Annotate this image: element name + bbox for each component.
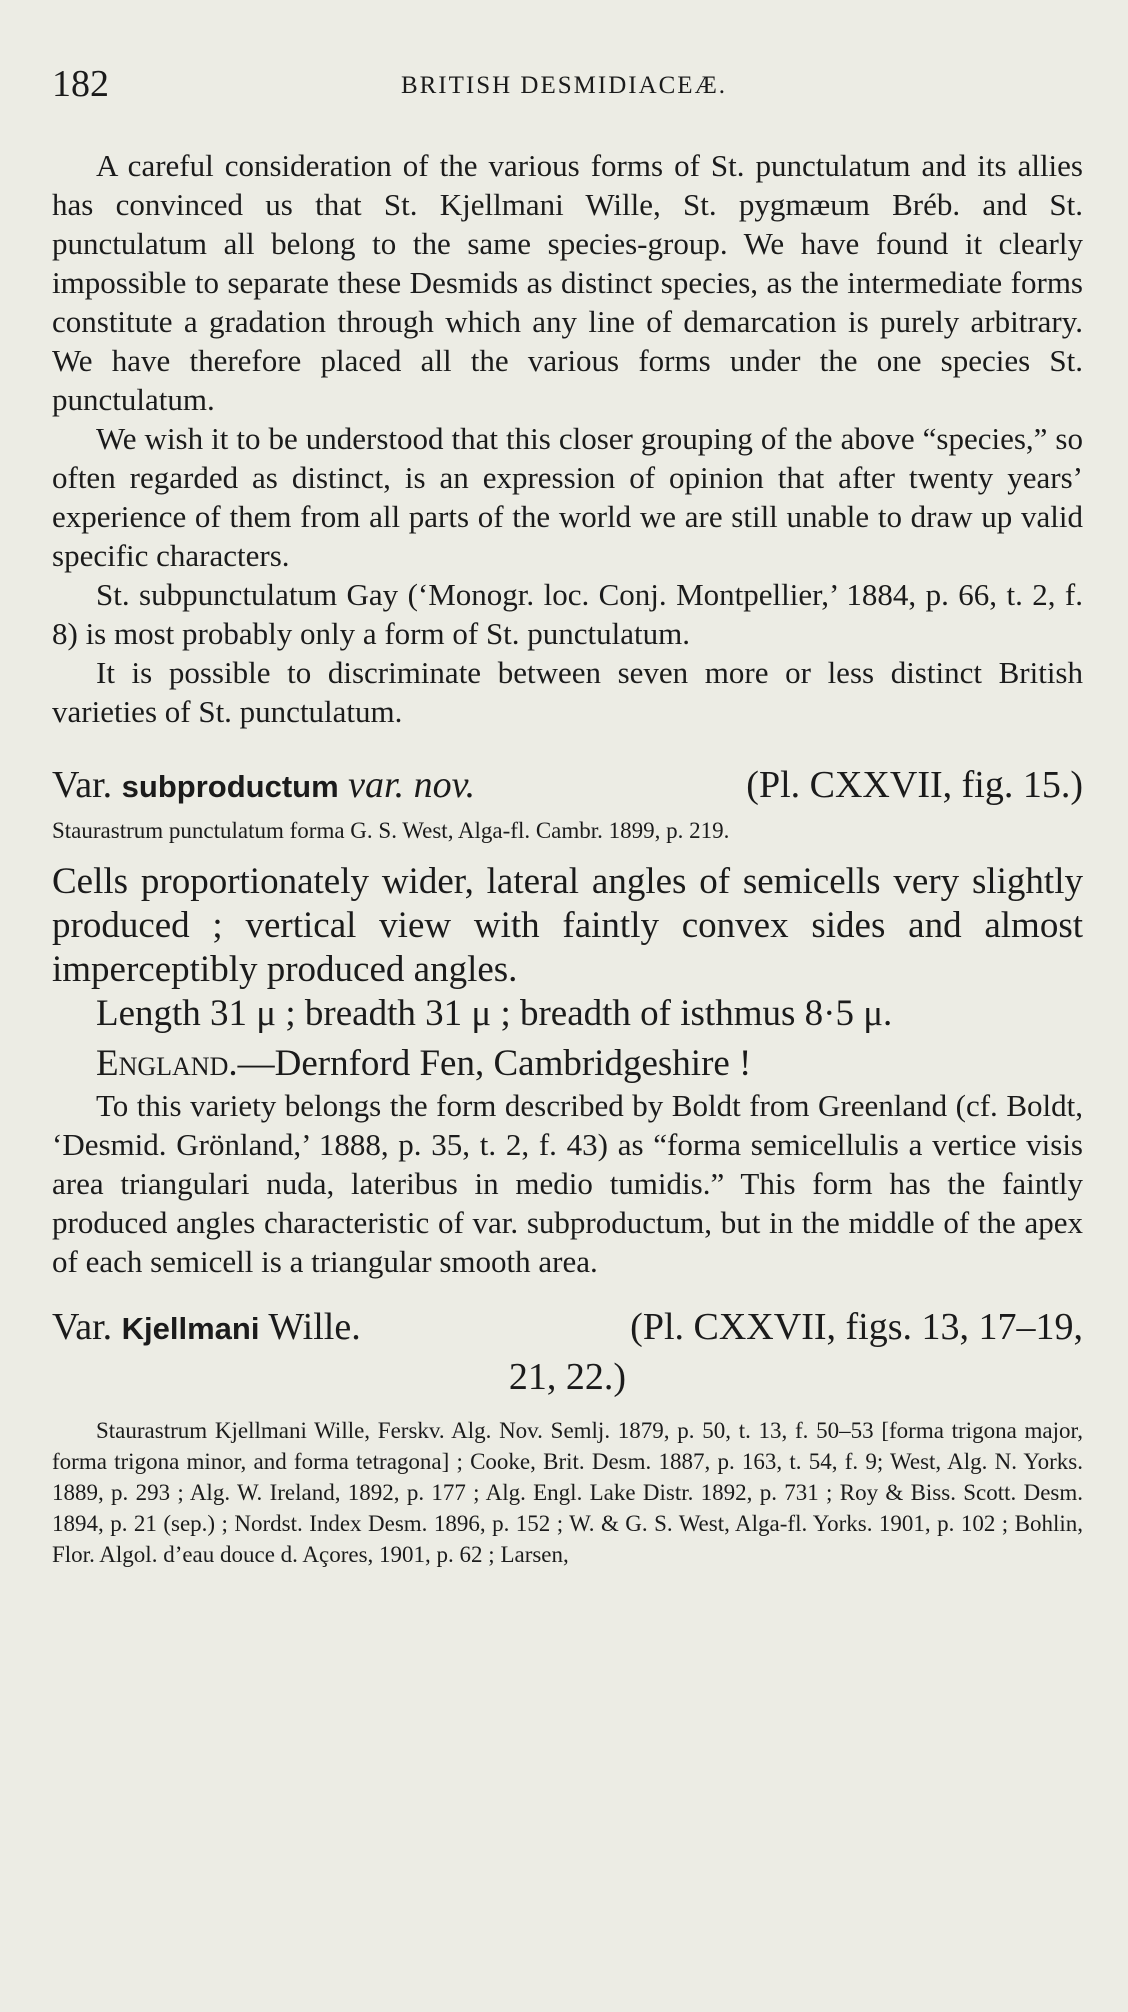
page-body xyxy=(52,146,1083,1570)
variety-prefix: Var. xyxy=(52,764,113,806)
variety-name: subproductum xyxy=(121,769,339,804)
locality-place: —Dernford Fen, Cambridgeshire ! xyxy=(237,1043,752,1084)
variety-name: Kjellmani xyxy=(121,1311,260,1346)
plate-reference: (Pl. CXXVII, figs. 13, 17–19, xyxy=(630,1306,1083,1348)
page-header xyxy=(52,62,1076,106)
plate-reference-continued: 21, 22.) xyxy=(508,1356,627,1398)
locality-subproductum xyxy=(52,1042,1083,1086)
description-subproductum: Cells proportionately wider, lateral angles of semicells very slightly produced ; vertical view with faintly convex sides and almost imperceptibly produced angles. xyxy=(52,861,1083,990)
note-subproductum: To this variety belongs the form described by Boldt from Greenland (cf. Boldt, ‘Desmid. Grönland,’ 1888, p. 35, t. 2, f. 43) as “forma semicellulis a vertice visis area triangulari nuda, lateribus in medio tumidis.” This form has the faintly produced angles characteristic of var. subproductum, but in the middle of the apex of each semicell is a triangular smooth area. xyxy=(52,1088,1083,1279)
plate-reference: (Pl. CXXVII, fig. 15.) xyxy=(746,764,1083,806)
locality-region: England. xyxy=(96,1043,238,1084)
variety-authority: Wille. xyxy=(268,1306,361,1348)
intro-paragraph-2: We wish it to be understood that this closer grouping of the above “species,” so often regarded as distinct, is an expression of opinion that after twenty years’ experience of them from all parts of the world we are still unable to draw up valid specific characters. xyxy=(52,421,1083,573)
intro-paragraph-3: St. subpunctulatum Gay (‘Monogr. loc. Conj. Montpellier,’ 1884, p. 66, t. 2, f. 8) is most probably only a form of St. punctulatum. xyxy=(52,577,1083,651)
intro-paragraph-4: It is possible to discriminate between seven more or less distinct British varieties of St. punctulatum. xyxy=(52,655,1083,729)
synonymy-kjellmani: Staurastrum Kjellmani Wille, Ferskv. Alg. Nov. Semlj. 1879, p. 50, t. 13, f. 50–53 [forma trigona major, forma trigona minor, and forma tetragona] ; Cooke, Brit. Desm. 1887, p. 163, t. 54, f. 9; West, Alg. N. Yorks. 1889, p. 293 ; Alg. W. Ireland, 1892, p. 177 ; Alg. Engl. Lake Distr. 1892, p. 731 ; Roy & Biss. Scott. Desm. 1894, p. 21 (sep.) ; Nordst. Index Desm. 1896, p. 152 ; W. & G. S. West, Alga-fl. Yorks. 1901, p. 102 ; Bohlin, Flor. Algol. d’eau douce d. Açores, 1901, p. 62 ; Larsen, xyxy=(52,1418,1083,1567)
running-title: BRITISH DESMIDIACEÆ. xyxy=(400,72,728,99)
measurements-subproductum: Length 31 μ ; breadth 31 μ ; breadth of isthmus 8·5 μ. xyxy=(96,993,893,1034)
variety-prefix: Var. xyxy=(52,1306,113,1348)
intro-paragraph-1: A careful consideration of the various forms of St. punctulatum and its allies has convinced us that St. Kjellmani Wille, St. pygmæum Bréb. and St. punctulatum all belong to the same species-group. We have found it clearly impossible to separate these Desmids as distinct species, as the intermediate forms constitute a gradation through which any line of demarcation is purely arbitrary. We have therefore placed all the various forms under the one species St. punctulatum. xyxy=(52,148,1083,417)
variety-heading-kjellmani xyxy=(52,1303,1083,1401)
variety-heading-subproductum xyxy=(52,761,1083,811)
page-number: 182 xyxy=(52,63,109,105)
variety-authority: var. nov. xyxy=(348,764,476,806)
synonymy-subproductum: Staurastrum punctulatum forma G. S. West, Alga-fl. Cambr. 1899, p. 219. xyxy=(52,818,730,843)
